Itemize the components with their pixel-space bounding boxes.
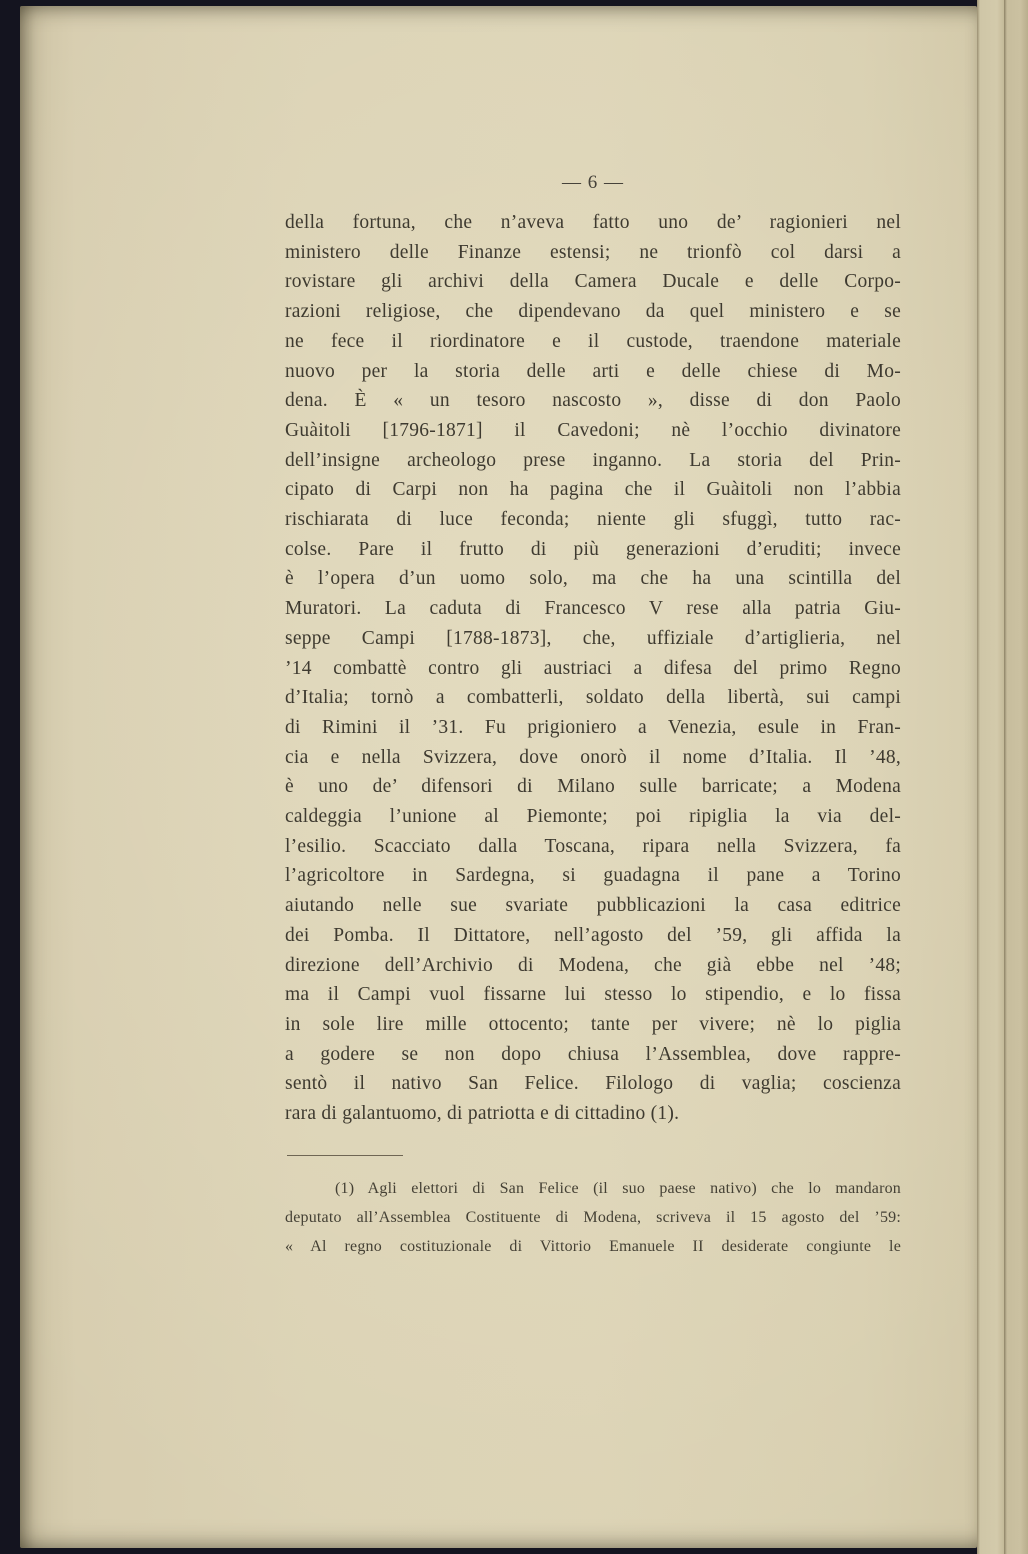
- body-line: colse. Pare il frutto di più generazioni d’eruditi; invece: [285, 538, 901, 560]
- body-line: seppe Campi [1788-1873], che, uffiziale d’artiglieria, nel: [285, 627, 901, 649]
- body-line: caldeggia l’unione al Piemonte; poi ripiglia la via del-: [285, 806, 901, 828]
- text-block: [285, 172, 901, 1261]
- body-line: dei Pomba. Il Dittatore, nell’agosto del ’59, gli affida la: [285, 924, 901, 946]
- body-line: aiutando nelle sue svariate pubblicazioni la casa editrice: [285, 895, 901, 917]
- body-line: ministero delle Finanze estensi; ne trionfò col darsi a: [285, 241, 901, 263]
- body-line: d’Italia; tornò a combatterli, soldato della libertà, sui campi: [285, 687, 901, 709]
- body-line: ne fece il riordinatore e il custode, traendone materiale: [285, 330, 901, 352]
- body-line: è uno de’ difensori di Milano sulle barricate; a Modena: [285, 776, 901, 798]
- footnote-line: (1) Agli elettori di San Felice (il suo paese nativo) che lo mandaron: [335, 1179, 901, 1197]
- body-line: rischiarata di luce feconda; niente gli sfuggì, tutto rac-: [285, 509, 901, 531]
- body-line: cipato di Carpi non ha pagina che il Guàitoli non l’abbia: [285, 479, 901, 501]
- body-line: nuovo per la storia delle arti e delle chiese di Mo-: [285, 360, 901, 382]
- body-line: l’esilio. Scacciato dalla Toscana, ripara nella Svizzera, fa: [285, 835, 901, 857]
- next-page-edge: [977, 0, 1004, 1554]
- body-line: sentò il nativo San Felice. Filologo di vaglia; coscienza: [285, 1073, 901, 1095]
- body-line: l’agricoltore in Sardegna, si guadagna il pane a Torino: [285, 865, 901, 887]
- body-line: razioni religiose, che dipendevano da quel ministero e se: [285, 301, 901, 323]
- footnote-separator: [287, 1155, 403, 1156]
- book-page: [20, 6, 977, 1548]
- body-line: è l’opera d’un uomo solo, ma che ha una scintilla del: [285, 568, 901, 590]
- page-number: — 6 —: [562, 172, 624, 193]
- footnote-line: « Al regno costituzionale di Vittorio Emanuele II desiderate congiunte le: [285, 1237, 901, 1255]
- body-line: della fortuna, che n’aveva fatto uno de’ ragionieri nel: [285, 212, 901, 233]
- footnote-line: deputato all’Assemblea Costituente di Modena, scriveva il 15 agosto del ’59:: [285, 1208, 901, 1226]
- body-line: di Rimini il ’31. Fu prigioniero a Venezia, esule in Fran-: [285, 716, 901, 738]
- body-line: Guàitoli [1796-1871] il Cavedoni; nè l’occhio divinatore: [285, 419, 901, 441]
- page-stack-edge: [1004, 0, 1028, 1554]
- body-line: in sole lire mille ottocento; tante per vivere; nè lo piglia: [285, 1013, 901, 1035]
- body-line: dell’insigne archeologo prese inganno. La storia del Prin-: [285, 449, 901, 471]
- body-line: direzione dell’Archivio di Modena, che già ebbe nel ’48;: [285, 954, 901, 976]
- body-text: [285, 208, 901, 1129]
- body-line: rara di galantuomo, di patriotta e di cittadino (1).: [285, 1103, 680, 1125]
- body-line: Muratori. La caduta di Francesco V rese alla patria Giu-: [285, 598, 901, 620]
- body-line: cia e nella Svizzera, dove onorò il nome d’Italia. Il ’48,: [285, 746, 901, 768]
- body-line: ’14 combattè contro gli austriaci a difesa del primo Regno: [285, 657, 901, 679]
- body-line: a godere se non dopo chiusa l’Assemblea, dove rappre-: [285, 1043, 901, 1065]
- body-line: rovistare gli archivi della Camera Ducale e delle Corpo-: [285, 271, 901, 293]
- footnote: [285, 1174, 901, 1261]
- body-line: dena. È « un tesoro nascosto », disse di don Paolo: [285, 390, 901, 412]
- body-line: ma il Campi vuol fissarne lui stesso lo stipendio, e lo fissa: [285, 984, 901, 1006]
